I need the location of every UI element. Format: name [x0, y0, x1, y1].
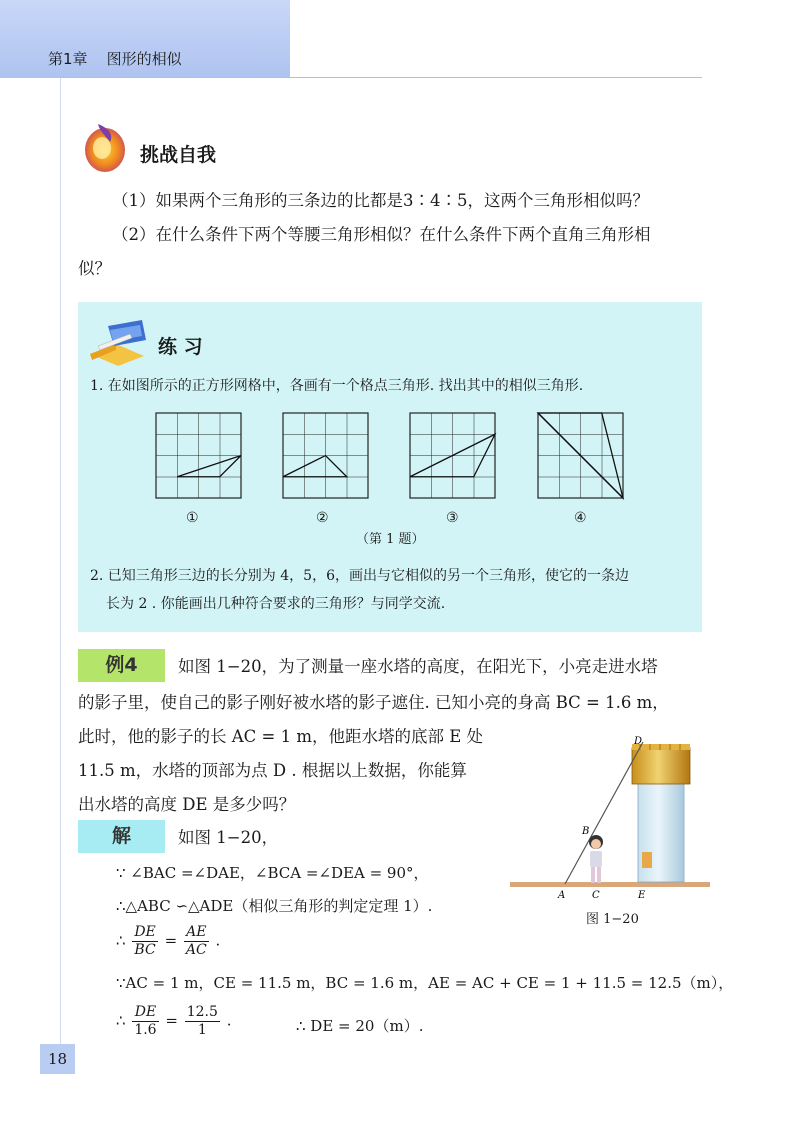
fraction-de-1-6: $\frac{DE}{1.6}$ — [134, 1004, 157, 1038]
solution-badge: 解 — [78, 820, 165, 853]
flame-badge-icon — [80, 118, 130, 176]
tower-tank — [632, 748, 690, 784]
grid-2 — [283, 413, 368, 498]
solution-step-1: ∵ ∠BAC =∠DAE，∠BCA =∠DEA = 90°， — [116, 864, 429, 882]
margin-rule — [60, 78, 61, 1048]
book-pencil-icon — [86, 316, 150, 368]
example-badge: 例4 — [78, 649, 165, 682]
label-E: E — [638, 890, 646, 901]
grid-label-3: ③ — [446, 510, 459, 526]
tower-window — [642, 852, 652, 868]
person-figure — [589, 835, 603, 883]
ground — [510, 882, 710, 887]
challenge-question-2-cont: 似？ — [78, 259, 111, 278]
solution-intro: 如图 1−20， — [178, 828, 279, 847]
label-B: B — [582, 826, 590, 837]
water-tower-figure — [510, 730, 710, 905]
figure-caption: 图 1−20 — [586, 912, 639, 927]
label-D: D — [634, 736, 643, 747]
label-A: A — [558, 890, 566, 901]
example-line-1: 如图 1−20，为了测量一座水塔的高度，在阳光下，小亮走进水塔 — [178, 657, 658, 676]
example-line-2: 的影子里，使自己的影子刚好被水塔的影子遮住. 已知小亮的身高 BC = 1.6 m， — [78, 693, 669, 712]
practice-item-2: 2. 已知三角形三边的长分别为 4，5，6，画出与它相似的另一个三角形，使它的一条边 — [90, 568, 629, 584]
fraction-ae-ac: $\frac{AE}{AC}$ — [185, 924, 207, 958]
grid-figure-caption: （第 1 题） — [356, 532, 425, 547]
grid-3 — [410, 413, 495, 498]
label-C: C — [592, 890, 600, 901]
solution-step-3: ∴ $\frac{DE}{BC}$ = $\frac{AE}{AC}$ . — [116, 924, 221, 958]
header-divider — [60, 77, 702, 78]
example-line-4: 11.5 m，水塔的顶部为点 D . 根据以上数据，你能算 — [78, 761, 467, 780]
grid-label-4: ④ — [574, 510, 587, 526]
challenge-question-2: （2）在什么条件下两个等腰三角形相似？在什么条件下两个直角三角形相 — [112, 225, 651, 244]
grid-figures — [150, 410, 650, 505]
grid-label-2: ② — [316, 510, 329, 526]
example-line-3: 此时，他的影子的长 AC = 1 m，他距水塔的底部 E 处 — [78, 727, 484, 746]
practice-item-1: 1. 在如图所示的正方形网格中，各画有一个格点三角形. 找出其中的相似三角形. — [90, 378, 584, 394]
chapter-heading — [48, 48, 182, 69]
solution-step-4: ∵AC = 1 m，CE = 11.5 m，BC = 1.6 m，AE = AC + CE = 1 + 11.5 = 12.5（m）， — [116, 974, 734, 992]
fraction-de-bc: $\frac{DE}{BC}$ — [134, 924, 156, 958]
solution-conclusion: ∴ DE = 20（m）. — [296, 1017, 424, 1035]
practice-title: 练 习 — [158, 336, 203, 358]
sun-ray-line — [565, 742, 643, 884]
fraction-12-5-1: $\frac{12.5}{1}$ — [186, 1004, 218, 1038]
chapter-title: 图形的相似 — [106, 50, 182, 68]
solution-step-5: ∴ $\frac{DE}{1.6}$ = $\frac{12.5}{1}$ . — [116, 1004, 232, 1038]
example-line-5: 出水塔的高度 DE 是多少吗？ — [78, 795, 296, 814]
practice-item-2-cont: 长为 2 . 你能画出几种符合要求的三角形？与同学交流. — [106, 596, 446, 612]
challenge-title: 挑战自我 — [140, 144, 217, 166]
solution-step-2: ∴△ABC ∽△ADE（相似三角形的判定定理 1）. — [116, 897, 433, 915]
grid-4 — [538, 413, 623, 498]
therefore-symbol: ∴ — [116, 931, 126, 950]
page-number: 18 — [47, 1050, 68, 1068]
chapter-number: 第1章 — [48, 50, 88, 68]
grid-1 — [156, 413, 241, 498]
grid-label-1: ① — [186, 510, 199, 526]
challenge-question-1: （1）如果两个三角形的三条边的比都是3∶4∶5，这两个三角形相似吗？ — [112, 191, 649, 210]
